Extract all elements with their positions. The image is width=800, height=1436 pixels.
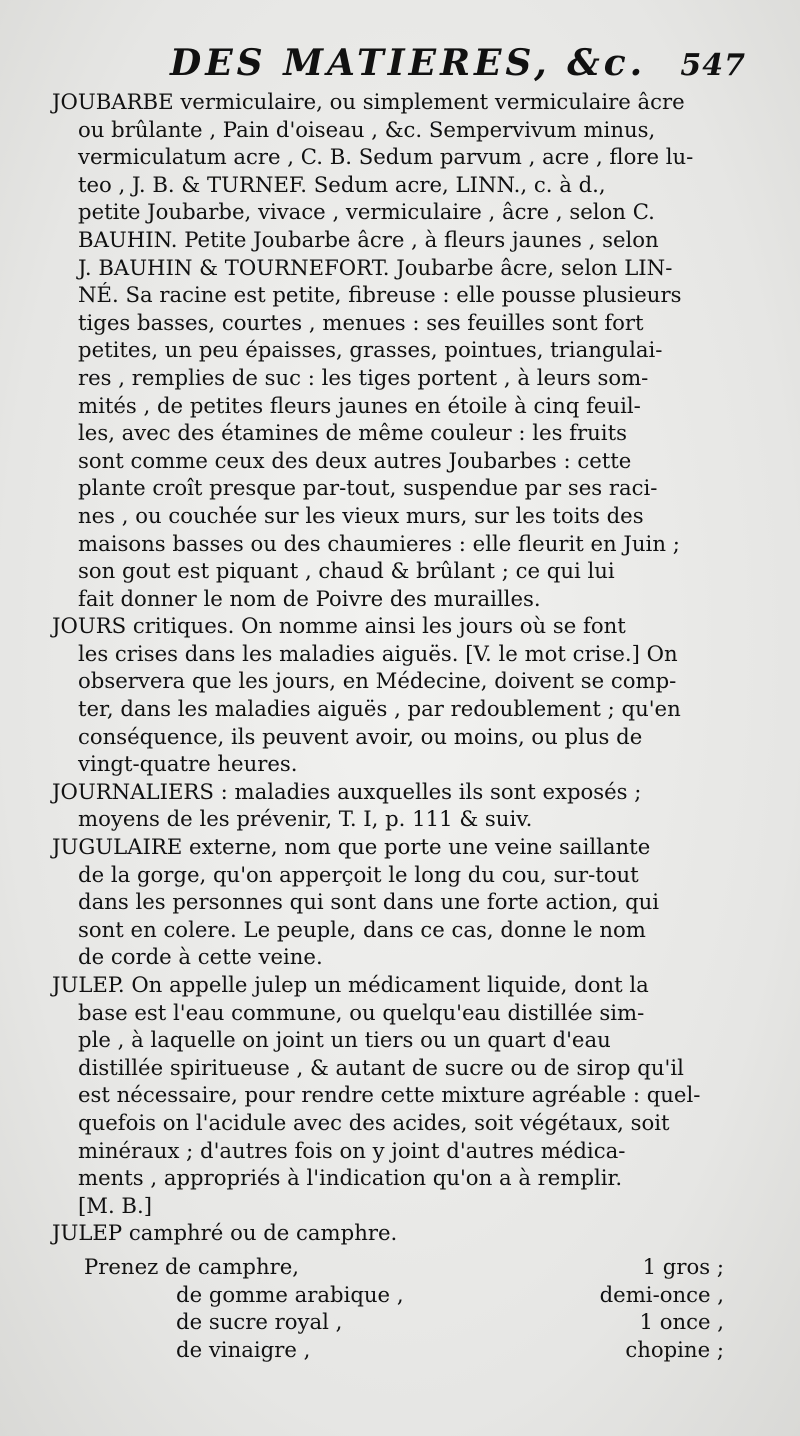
entry-line: sont en colere. Le peuple, dans ce cas, donne le nom: [78, 916, 646, 942]
entry-line: tiges basses, courtes , menues : ses feuilles sont fort: [78, 309, 644, 335]
entry-line: ments , appropriés à l'indication qu'on a à remplir.: [78, 1165, 623, 1191]
entry-line: observera que les jours, en Médecine, doivent se comp-: [78, 668, 677, 694]
recipe-row: [52, 1253, 766, 1281]
entry-line: BAUHIN. Petite Joubarbe âcre , à fleurs jaunes , selon: [78, 226, 659, 252]
entry-line: les, avec des étamines de même couleur : les fruits: [78, 420, 627, 446]
recipe-ingredient: de gomme arabique ,: [176, 1281, 404, 1307]
entry-line: minéraux ; d'autres fois on y joint d'autres médica-: [78, 1137, 626, 1163]
entry-line: mités , de petites fleurs jaunes en étoile à cinq feuil-: [78, 392, 641, 418]
entry-line: vermiculatum acre , C. B. Sedum parvum , acre , flore lu-: [78, 144, 694, 170]
entry-headword-line: JOUBARBE vermiculaire, ou simplement vermiculaire âcre: [52, 89, 685, 114]
recipe-ingredient: Prenez de camphre,: [84, 1253, 300, 1279]
entry-line: ple , à laquelle on joint un tiers ou un quart d'eau: [78, 1027, 611, 1053]
recipe-quantity: 1 gros ;: [642, 1253, 724, 1279]
entry-line: son gout est piquant , chaud & brûlant ; ce qui lui: [78, 558, 615, 584]
page-number: 547: [680, 48, 746, 83]
entry-headword-line: JULEP. On appelle julep un médicament liquide, dont la: [52, 972, 649, 997]
recipe-quantity: demi-once ,: [599, 1281, 724, 1307]
entry-line: quefois on l'acidule avec des acides, soit végétaux, soit: [78, 1109, 670, 1135]
entry-line: NÉ. Sa racine est petite, fibreuse : elle pousse plusieurs: [78, 282, 682, 308]
index-entry: [52, 88, 766, 612]
recipe-quantity: 1 once ,: [639, 1309, 724, 1335]
index-text: [52, 88, 766, 1247]
julep-recipe: [52, 1253, 766, 1363]
index-entry: [52, 1219, 766, 1247]
entry-headword-line: JOURS critiques. On nomme ainsi les jours où se font: [52, 613, 626, 639]
entry-headword-line: JUGULAIRE externe, nom que porte une veine saillante: [52, 834, 651, 860]
index-entry: [52, 971, 766, 1219]
entry-line: ter, dans les maladies aiguës , par redoublement ; qu'en: [78, 696, 681, 722]
entry-line: J. BAUHIN & TOURNEFORT. Joubarbe âcre, selon LIN-: [78, 254, 673, 280]
entry-line: est nécessaire, pour rendre cette mixture agréable : quel-: [78, 1082, 701, 1108]
entry-line: plante croît presque par-tout, suspendue par ses raci-: [78, 475, 658, 501]
entry-line: les crises dans les maladies aiguës. [V. le mot crise.] On: [78, 640, 678, 666]
entry-line: ou brûlante , Pain d'oiseau , &c. Sempervivum minus,: [78, 116, 656, 142]
entry-line: teo , J. B. & TURNEF. Sedum acre, LINN., c. à d.,: [78, 171, 606, 197]
entry-line: [M. B.]: [78, 1192, 153, 1218]
index-entry: [52, 612, 766, 778]
recipe-row: [52, 1281, 766, 1309]
entry-line: distillée spiritueuse , & autant de sucre ou de sirop qu'il: [78, 1054, 684, 1080]
entry-line: dans les personnes qui sont dans une forte action, qui: [78, 889, 660, 915]
entry-line: moyens de les prévenir, T. I, p. 111 & suiv.: [78, 806, 533, 832]
recipe-row: [52, 1336, 766, 1364]
recipe-ingredient: de vinaigre ,: [176, 1336, 311, 1362]
entry-line: petite Joubarbe, vivace , vermiculaire , âcre , selon C.: [78, 199, 655, 225]
entry-line: base est l'eau commune, ou quelqu'eau distillée sim-: [78, 999, 645, 1025]
entry-line: de corde à cette veine.: [78, 944, 323, 970]
entry-line: nes , ou couchée sur les vieux murs, sur les toits des: [78, 502, 644, 528]
running-head: [52, 42, 766, 88]
entry-line: conséquence, ils peuvent avoir, ou moins, ou plus de: [78, 723, 643, 749]
entry-line: petites, un peu épaisses, grasses, pointues, triangulai-: [78, 337, 663, 363]
entry-line: vingt-quatre heures.: [78, 751, 298, 777]
recipe-ingredient: de sucre royal ,: [176, 1309, 343, 1335]
index-entry: [52, 833, 766, 971]
entry-line: res , remplies de suc : les tiges portent , à leurs som-: [78, 364, 649, 390]
entry-line: fait donner le nom de Poivre des murailles.: [78, 585, 541, 611]
entry-headword-line: JULEP camphré ou de camphre.: [52, 1220, 398, 1246]
entry-headword-line: JOURNALIERS : maladies auxquelles ils sont exposés ;: [52, 778, 642, 804]
recipe-row: [52, 1308, 766, 1336]
entry-line: de la gorge, qu'on apperçoit le long du cou, sur-tout: [78, 861, 639, 887]
index-entry: [52, 778, 766, 833]
recipe-quantity: chopine ;: [625, 1336, 724, 1362]
running-title: DES MATIERES, &c.: [170, 42, 647, 84]
entry-line: sont comme ceux des deux autres Joubarbes : cette: [78, 447, 632, 473]
entry-line: maisons basses ou des chaumieres : elle fleurit en Juin ;: [78, 530, 680, 556]
